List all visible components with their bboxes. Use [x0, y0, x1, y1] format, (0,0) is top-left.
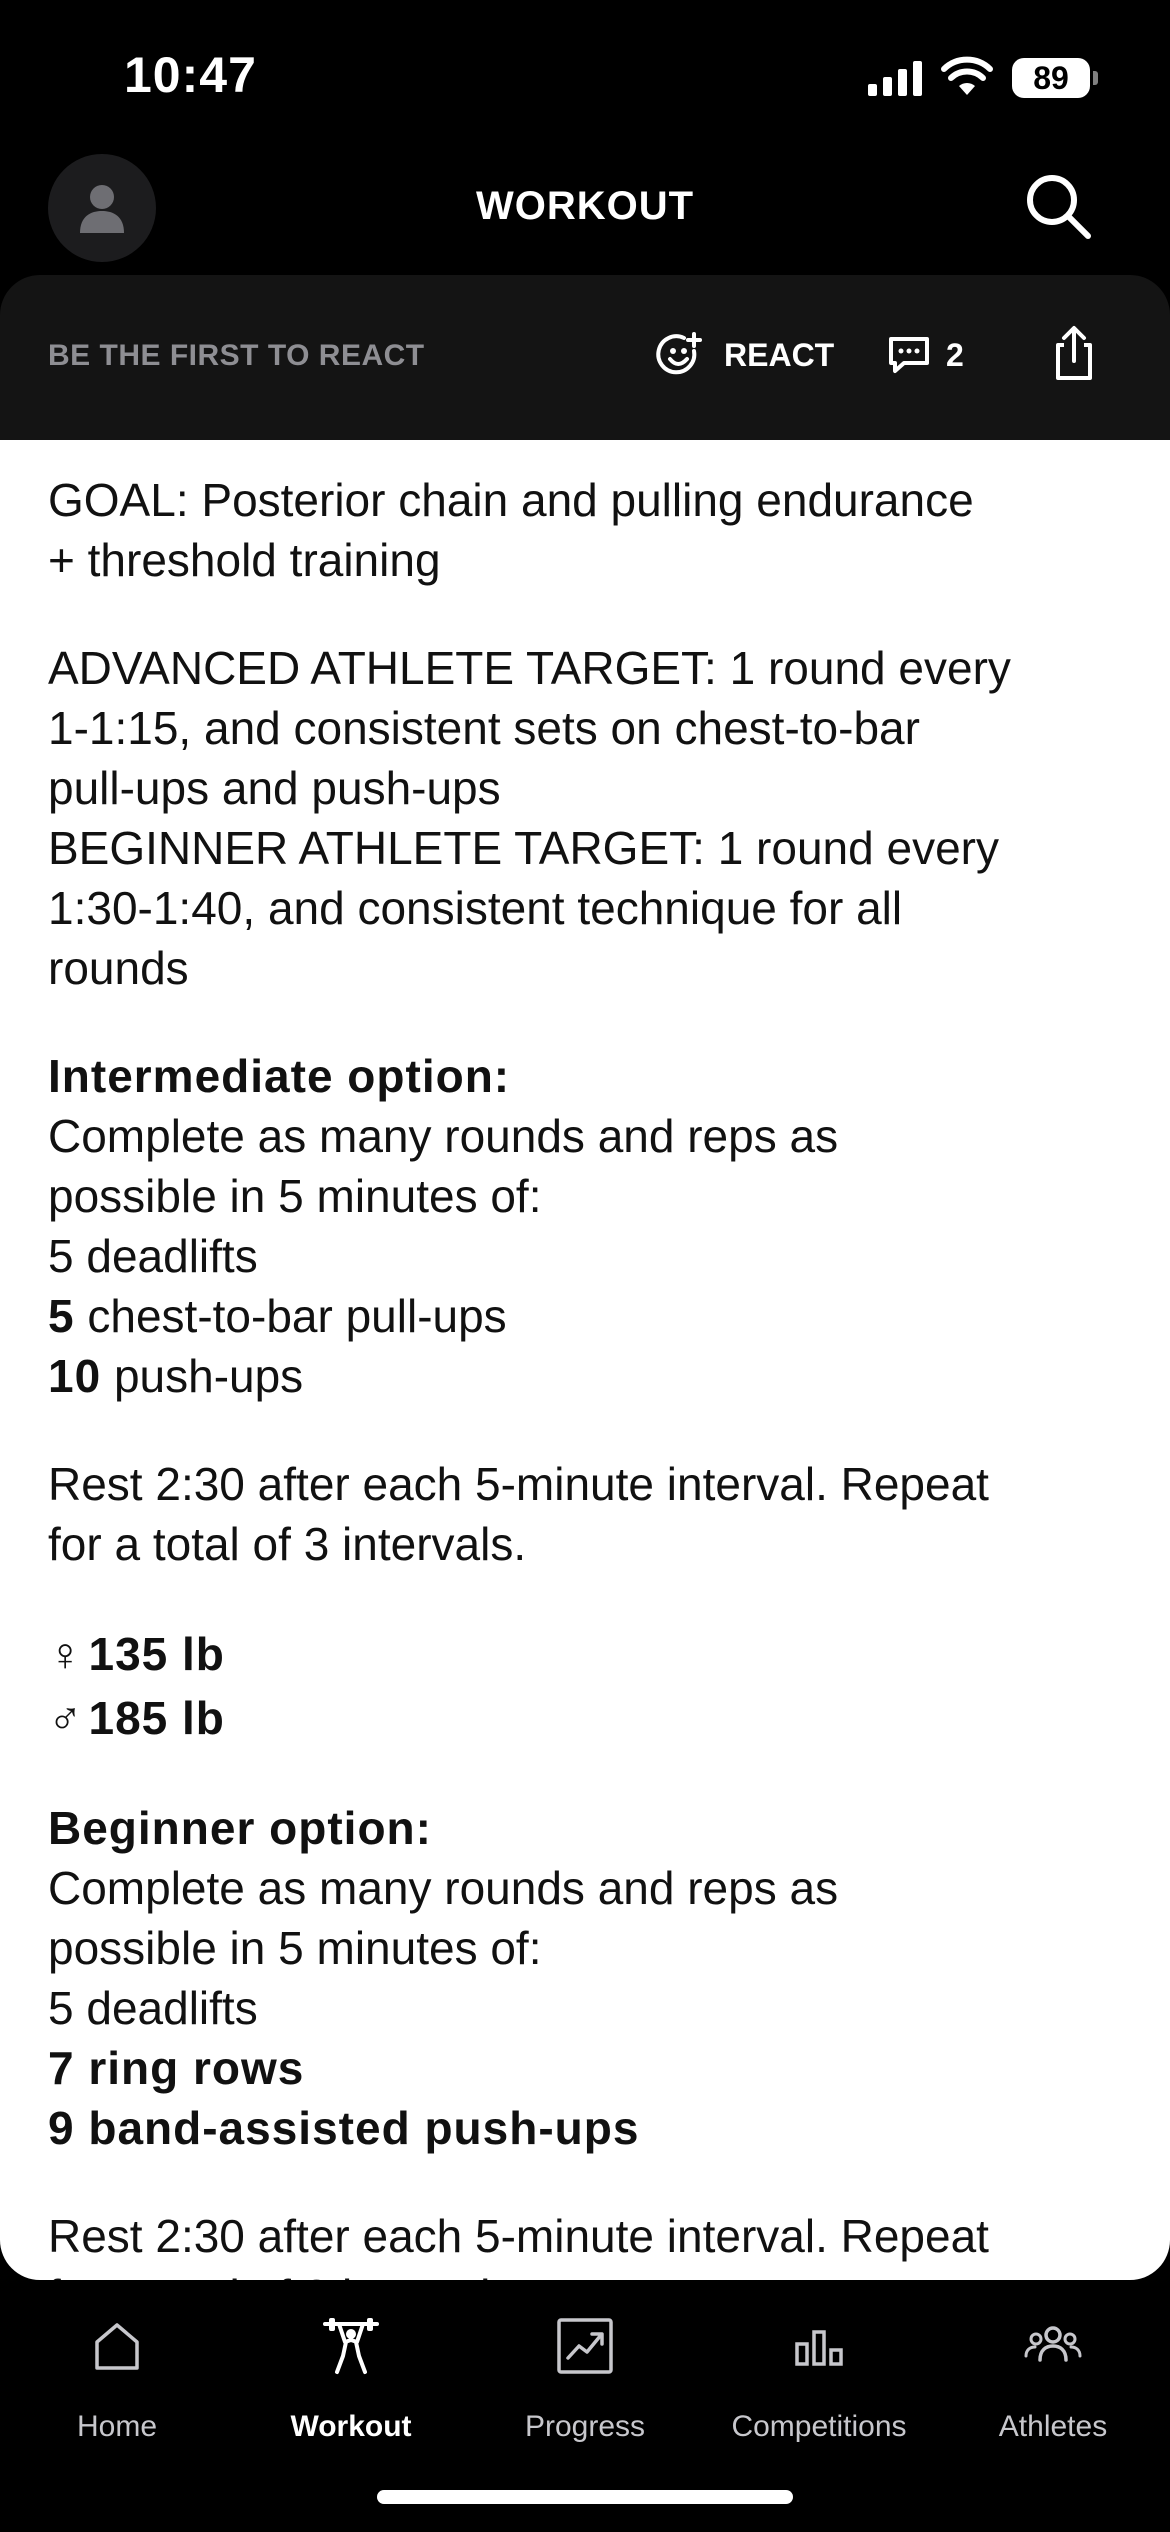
tab-workout[interactable] — [234, 2310, 468, 2460]
text-line: 1-1:15, and consistent sets on chest-to-bar — [48, 702, 920, 754]
goal-paragraph — [48, 470, 1122, 590]
react-label: REACT — [724, 336, 835, 373]
male-weight-line — [48, 1686, 1122, 1750]
battery-level: 89 — [1033, 59, 1069, 96]
page-title: WORKOUT — [475, 184, 695, 228]
home-icon — [87, 2316, 147, 2376]
rest-paragraph — [48, 1454, 1122, 1574]
beginner-option — [48, 1798, 1122, 2158]
movement-line — [48, 1346, 1122, 1406]
tab-label: Progress — [524, 2410, 646, 2443]
weights-paragraph — [48, 1622, 1122, 1750]
text-line: ADVANCED ATHLETE TARGET: 1 round every — [48, 642, 1011, 694]
text-line: rounds — [48, 942, 189, 994]
rep-count: 10 — [48, 1350, 102, 1402]
text-line: Complete as many rounds and reps as — [48, 1110, 839, 1162]
female-weight: 135 lb — [88, 1628, 225, 1680]
text-line: GOAL: Posterior chain and pulling endurance — [48, 474, 974, 526]
female-weight-line — [48, 1622, 1122, 1686]
text-line: + threshold training — [48, 534, 441, 586]
leaderboard-icon — [789, 2316, 849, 2376]
rep-count: 5 — [48, 1290, 75, 1342]
text-line: Rest 2:30 after each 5-minute interval. Repeat — [48, 1458, 989, 1510]
text-line: 1:30-1:40, and consistent technique for all — [48, 882, 903, 934]
text-line: Complete as many rounds and reps as — [48, 1862, 839, 1914]
search-icon[interactable] — [1022, 170, 1094, 242]
tab-home[interactable] — [0, 2310, 234, 2460]
tab-athletes[interactable] — [936, 2310, 1170, 2460]
option-heading: Intermediate option: — [48, 1050, 511, 1102]
barbell-icon — [321, 2316, 381, 2376]
movement-name: push-ups — [101, 1350, 304, 1402]
comment-count: 2 — [946, 336, 964, 373]
cellular-signal-icon — [868, 60, 922, 96]
home-indicator — [377, 2490, 793, 2504]
intermediate-option — [48, 1046, 1122, 1406]
text-line: possible in 5 minutes of: — [48, 1922, 542, 1974]
male-icon: ♂ — [48, 1692, 83, 1744]
female-icon: ♀ — [48, 1628, 83, 1680]
male-weight: 185 lb — [88, 1692, 225, 1744]
text-line: possible in 5 minutes of: — [48, 1170, 542, 1222]
tab-progress[interactable] — [468, 2310, 702, 2460]
react-button[interactable] — [656, 325, 834, 385]
status-time: 10:47 — [124, 47, 257, 103]
movement-line: 5 deadlifts — [48, 1982, 258, 2034]
share-icon[interactable] — [1050, 323, 1098, 383]
battery-icon — [1012, 58, 1090, 98]
tab-label: Competitions — [731, 2410, 907, 2443]
react-prompt: BE THE FIRST TO REACT — [48, 339, 425, 372]
text-line: for a total of 3 intervals. — [48, 1518, 527, 1570]
text-line: pull-ups and push-ups — [48, 762, 501, 814]
wifi-icon — [942, 59, 992, 97]
targets-paragraph — [48, 638, 1122, 998]
workout-description — [0, 440, 1170, 2280]
add-reaction-icon — [656, 331, 704, 379]
option-heading: Beginner option: — [48, 1802, 432, 1854]
header — [0, 150, 1170, 270]
reaction-bar — [0, 275, 1170, 440]
movement-line: 7 ring rows — [48, 2042, 305, 2094]
text-line: Rest 2:30 after each 5-minute interval. Repeat — [48, 2210, 989, 2262]
tab-competitions[interactable] — [702, 2310, 936, 2460]
status-icons — [868, 56, 1090, 100]
status-bar — [0, 0, 1170, 150]
people-icon — [1023, 2316, 1083, 2376]
text-line: BEGINNER ATHLETE TARGET: 1 round every — [48, 822, 999, 874]
movement-line: 5 deadlifts — [48, 1230, 258, 1282]
comments-button[interactable] — [888, 325, 964, 385]
movement-line — [48, 1286, 1122, 1346]
tab-label: Workout — [290, 2410, 412, 2443]
movement-line: 9 band-assisted push-ups — [48, 2102, 640, 2154]
comment-icon — [888, 336, 930, 374]
movement-name: chest-to-bar pull-ups — [74, 1290, 507, 1342]
tab-label: Home — [76, 2410, 158, 2443]
chart-icon — [555, 2316, 615, 2376]
tab-label: Athletes — [998, 2410, 1108, 2443]
